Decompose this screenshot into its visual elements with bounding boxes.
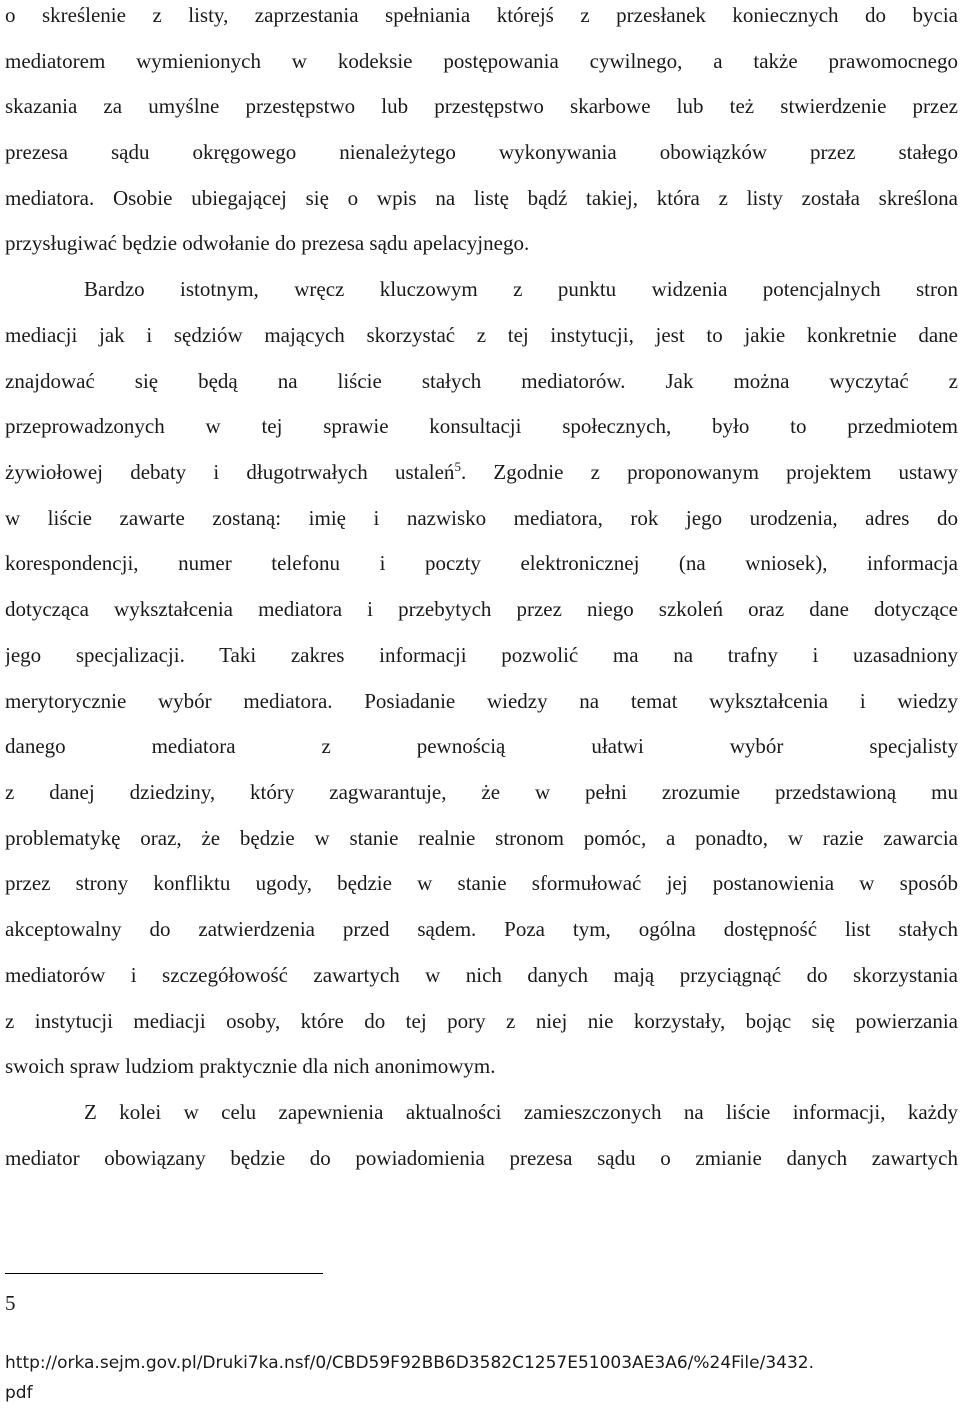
text-line: mediatorem wymienionych w kodeksie postępowania cywilnego, a także prawomocnego [5, 49, 958, 73]
text-line: korespondencji, numer telefonu i poczty elektronicznej (na wniosek), informacja [5, 551, 958, 575]
text-line: z danej dziedziny, który zagwarantuje, że w pełni zrozumie przedstawioną mu [5, 780, 958, 804]
text-line: przez strony konfliktu ugody, będzie w stanie sformułować jej postanowienia w sposób [5, 871, 958, 895]
text-line: akceptowalny do zatwierdzenia przed sądem. Poza tym, ogólna dostępność list stałych [5, 917, 958, 941]
footnote-number: 5 [5, 1291, 16, 1315]
text-line: znajdować się będą na liście stałych mediatorów. Jak można wyczytać z [5, 369, 958, 393]
footnote-link-continuation[interactable]: pdf [5, 1383, 33, 1403]
text-line: mediatorów i szczegółowość zawartych w nich danych mają przyciągnąć do skorzystania [5, 963, 958, 987]
footnote-reference: 5 [454, 459, 461, 474]
text-line: w liście zawarte zostaną: imię i nazwisko mediatora, rok jego urodzenia, adres do [5, 506, 958, 530]
text-line: merytorycznie wybór mediatora. Posiadanie wiedzy na temat wykształcenia i wiedzy [5, 689, 958, 713]
line-text: żywiołowej debaty i długotrwałych ustaleń [5, 460, 455, 484]
text-line: swoich spraw ludziom praktycznie dla nich anonimowym. [5, 1054, 496, 1078]
text-line: skazania za umyślne przestępstwo lub przestępstwo skarbowe lub też stwierdzenie przez [5, 94, 958, 118]
line-text: . Zgodnie z proponowanym projektem ustawy [460, 460, 958, 484]
text-line: mediator obowiązany będzie do powiadomienia prezesa sądu o zmianie danych zawartych [5, 1146, 958, 1170]
text-line: danego mediatora z pewnością ułatwi wybór specjalisty [5, 734, 958, 758]
paragraph-first-line: Z kolei w celu zapewnienia aktualności zamieszczonych na liście informacji, każdy [84, 1100, 958, 1124]
text-line: przeprowadzonych w tej sprawie konsultacji społecznych, było to przedmiotem [5, 414, 958, 438]
text-line: o skreślenie z listy, zaprzestania spełniania którejś z przesłanek koniecznych do bycia [5, 3, 958, 27]
text-line: mediatora. Osobie ubiegającej się o wpis na listę bądź takiej, która z listy została skreślona [5, 186, 958, 210]
text-line-with-footnote-ref [5, 457, 958, 487]
text-line: mediacji jak i sędziów mających skorzystać z tej instytucji, jest to jakie konkretnie dane [5, 323, 958, 347]
text-line: problematykę oraz, że będzie w stanie realnie stronom pomóc, a ponadto, w razie zawarcia [5, 826, 958, 850]
footnote-separator [5, 1273, 323, 1274]
text-line: dotycząca wykształcenia mediatora i przebytych przez niego szkoleń oraz dane dotyczące [5, 597, 958, 621]
text-line: prezesa sądu okręgowego nienależytego wykonywania obowiązków przez stałego [5, 140, 958, 164]
text-line: przysługiwać będzie odwołanie do prezesa sądu apelacyjnego. [5, 231, 530, 255]
text-line: jego specjalizacji. Taki zakres informacji pozwolić ma na trafny i uzasadniony [5, 643, 958, 667]
paragraph-first-line: Bardzo istotnym, wręcz kluczowym z punktu widzenia potencjalnych stron [84, 277, 958, 301]
text-line: z instytucji mediacji osoby, które do tej pory z niej nie korzystały, bojąc się powierzania [5, 1009, 958, 1033]
footnote-link[interactable]: http://orka.sejm.gov.pl/Druki7ka.nsf/0/CBD59F92BB6D3582C1257E51003AE3A6/%24File/3432. [5, 1353, 815, 1373]
